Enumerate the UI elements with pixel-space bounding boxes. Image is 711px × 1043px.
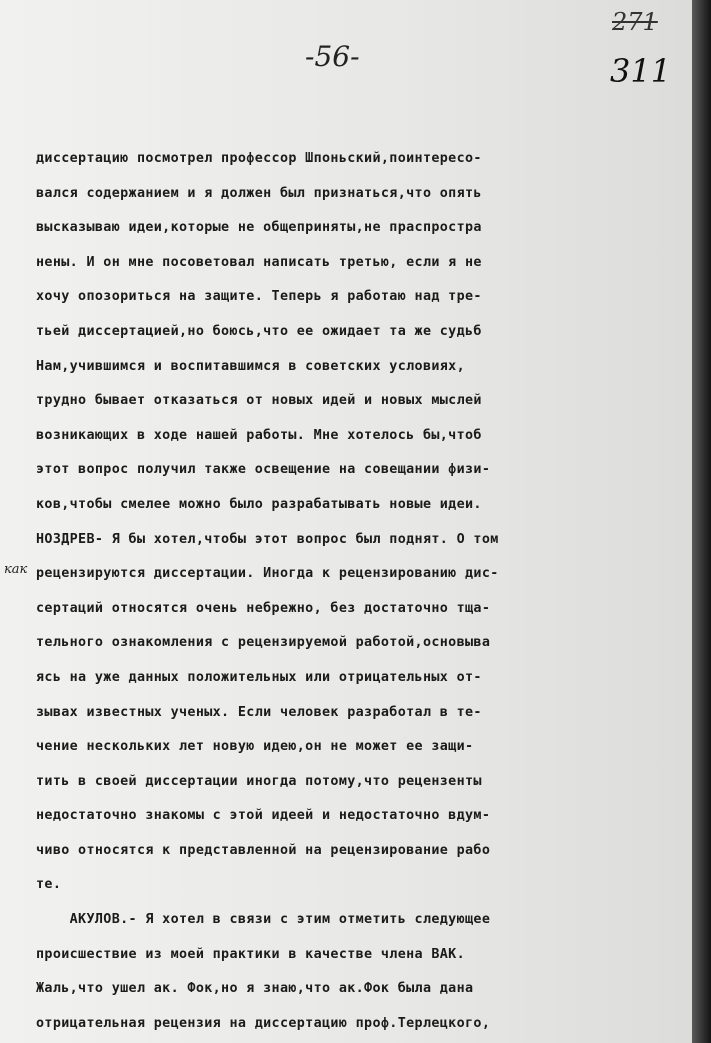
page-number: -56- (305, 40, 360, 73)
margin-note: как (4, 562, 28, 577)
text-line: вался содержанием и я должен был признаться,что опять (36, 185, 482, 201)
text-line: ясь на уже данных положительных или отрицательных от- (36, 669, 482, 685)
text-line: тить в своей диссертации иногда потому,что рецензенты (36, 773, 482, 789)
text-line: чиво относятся к представленной на рецензирование рабо (36, 842, 491, 858)
archive-number-crossed: 271 (612, 8, 658, 36)
text-line: ков,чтобы смелее можно было разрабатывать новые идеи. (36, 496, 482, 512)
text-line: чение нескольких лет новую идею,он не может ее защи- (36, 739, 474, 755)
text-line: тьей диссертацией,но боюсь,что ее ожидает та же судьб (36, 323, 482, 339)
body-text (36, 142, 692, 1041)
scan-edge (692, 0, 711, 1043)
text-line: те. (36, 877, 62, 893)
text-line: Жаль,что ушел ак. Фок,но я знаю,что ак.Фок была дана (36, 981, 474, 997)
text-line: зывах известных ученых. Если человек разработал в те- (36, 704, 482, 720)
text-line-speaker-nozdrev: НОЗДРЕВ- Я бы хотел,чтобы этот вопрос был поднят. О том (36, 531, 499, 547)
text-line: недостаточно знакомы с этой идеей и недостаточно вдум- (36, 808, 491, 824)
text-line: рецензируются диссертации. Иногда к рецензированию дис- (36, 566, 499, 582)
text-line-speaker-akulov: АКУЛОВ.- Я хотел в связи с этим отметить следующее (36, 912, 491, 928)
archive-number: 311 (610, 52, 672, 90)
text-line: трудно бывает отказаться от новых идей и новых мыслей (36, 393, 482, 409)
text-line: отрицательная рецензия на диссертацию проф.Терлецкого, (36, 1015, 491, 1031)
text-line: диссертацию посмотрел профессор Шпоньский,поинтересо- (36, 151, 482, 166)
text-line: возникающих в ходе нашей работы. Мне хотелось бы,чтоб (36, 427, 482, 443)
text-line: тельного ознакомления с рецензируемой работой,основыва (36, 635, 491, 651)
text-line: Нам,учившимся и воспитавшимся в советских условиях, (36, 358, 466, 374)
text-line: этот вопрос получил также освещение на совещании физи- (36, 462, 491, 478)
text-line: происшествие из моей практики в качестве члена ВАК. (36, 946, 466, 962)
text-line: высказываю идеи,которые не общеприняты,не праспростра (36, 220, 482, 236)
text-line: нены. И он мне посоветовал написать третью, если я не (36, 254, 482, 270)
text-line: сертаций относятся очень небрежно, без достаточно тща- (36, 600, 491, 616)
text-line: хочу опозориться на защите. Теперь я работаю над тре- (36, 289, 482, 305)
